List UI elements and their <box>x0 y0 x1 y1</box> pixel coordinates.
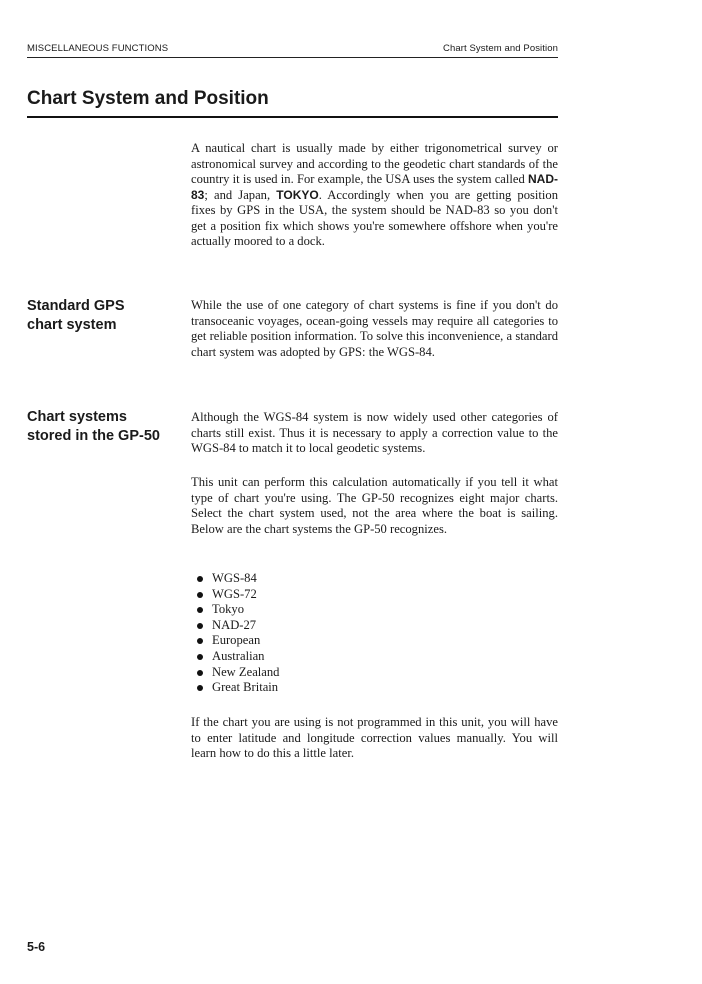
intro-text-3: . Accordingly when you are getting position fixes by GPS in the USA, the system should be NAD-83 so you don't get a position fix which shows you're somewhere offshore when you're actually moored to a dock. <box>191 187 559 248</box>
chart-systems-list <box>196 571 396 696</box>
section-heading-line: chart system <box>27 317 117 333</box>
paragraph-chart-systems-1: Although the WGS-84 system is now widely used other categories of charts still exist. Thus it is necessary to apply a correction value to the WGS-84 to match it to local geodetic systems. <box>191 410 558 455</box>
running-header <box>27 43 558 58</box>
intro-text-2: ; and Japan, <box>204 187 277 202</box>
list-item: WGS-84 <box>196 571 396 587</box>
section-heading-chart-systems <box>27 408 187 446</box>
intro-bold-tokyo: TOKYO <box>276 187 319 202</box>
list-item: WGS-72 <box>196 587 396 603</box>
list-item: New Zealand <box>196 665 396 681</box>
list-item: Tokyo <box>196 602 396 618</box>
page-title: Chart System and Position <box>27 88 558 118</box>
list-item: Australian <box>196 649 396 665</box>
page-number: 5-6 <box>27 940 46 954</box>
section-heading-standard-gps <box>27 297 187 335</box>
list-item: European <box>196 633 396 649</box>
list-item: Great Britain <box>196 680 396 696</box>
paragraph-standard-gps: While the use of one category of chart systems is fine if you don't do transoceanic voyages, ocean-going vessels may require all categories to get reliable position information. To solve this inconvenience, a standard chart system was adopted by GPS: the WGS-84. <box>191 298 558 359</box>
header-chapter: MISCELLANEOUS FUNCTIONS <box>27 43 169 54</box>
paragraph-chart-systems-2: This unit can perform this calculation automatically if you tell it what type of chart you're using. The GP-50 recognizes eight major charts. Select the chart system used, not the area where the boat is sailing. Below are the chart systems the GP-50 recognizes. <box>191 475 558 536</box>
section-heading-line: Standard GPS <box>27 298 125 314</box>
intro-paragraph <box>191 141 558 250</box>
list-item: NAD-27 <box>196 618 396 634</box>
intro-text-1: A nautical chart is usually made by either trigonometrical survey or astronomical survey and according to the geodetic chart standards of the country it is used in. For example, the USA uses the system called <box>191 141 558 186</box>
header-section: Chart System and Position <box>443 43 558 54</box>
paragraph-chart-systems-3: If the chart you are using is not programmed in this unit, you will have to enter latitude and longitude correction values manually. You will learn how to do this a little later. <box>191 715 558 760</box>
section-heading-line: Chart systems <box>27 409 127 425</box>
intro-bold-nad83: NAD-83 <box>191 172 558 202</box>
section-heading-line: stored in the GP-50 <box>27 428 160 444</box>
